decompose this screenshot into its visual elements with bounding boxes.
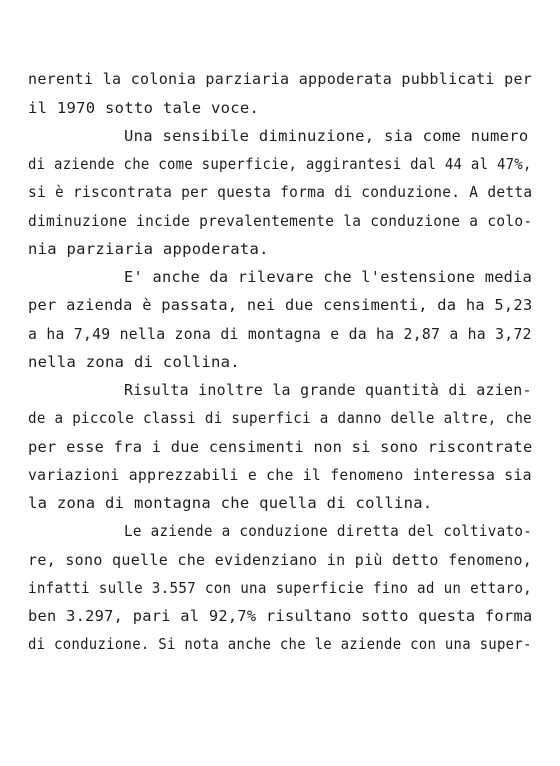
- text-line: a ha 7,49 nella zona di montagna e da ha 2,87 a ha 3,72: [28, 325, 532, 343]
- text-line: nia parziaria appoderata.: [28, 240, 269, 258]
- text-line: nella zona di collina.: [28, 353, 240, 371]
- paragraph-start: Le aziende a conduzione diretta del coltivato-: [124, 522, 533, 540]
- paragraph-start: Una sensibile diminuzione, sia come numero: [124, 127, 529, 145]
- text-line: variazioni apprezzabili e che il fenomeno interessa sia: [28, 466, 532, 484]
- text-line: per azienda è passata, nei due censimenti, da ha 5,23: [28, 296, 533, 314]
- text-line: di conduzione. Si nota anche che le aziende con una super-: [28, 635, 532, 653]
- text-line: per esse fra i due censimenti non si sono riscontrate: [28, 438, 533, 456]
- text-line: si è riscontrata per questa forma di conduzione. A detta: [28, 183, 533, 201]
- text-line: il 1970 sotto tale voce.: [28, 99, 260, 117]
- text-line: di aziende che come superficie, aggirantesi dal 44 al 47%,: [28, 155, 532, 173]
- paragraph-start: Risulta inoltre la grande quantità di azien-: [124, 381, 532, 399]
- text-line: diminuzione incide prevalentemente la conduzione a colo-: [28, 212, 533, 230]
- text-line: nerenti la colonia parziaria appoderata pubblicati per: [28, 70, 533, 88]
- text-line: de a piccole classi di superfici a danno delle altre, che: [28, 409, 533, 427]
- paragraph-start: E' anche da rilevare che l'estensione media: [124, 268, 533, 286]
- text-line: re, sono quelle che evidenziano in più detto fenomeno,: [28, 551, 533, 569]
- text-line: ben 3.297, pari al 92,7% risultano sotto questa forma: [28, 607, 533, 625]
- text-line: la zona di montagna che quella di collina.: [28, 494, 433, 512]
- text-line: infatti sulle 3.557 con una superficie fino ad un ettaro,: [28, 579, 533, 597]
